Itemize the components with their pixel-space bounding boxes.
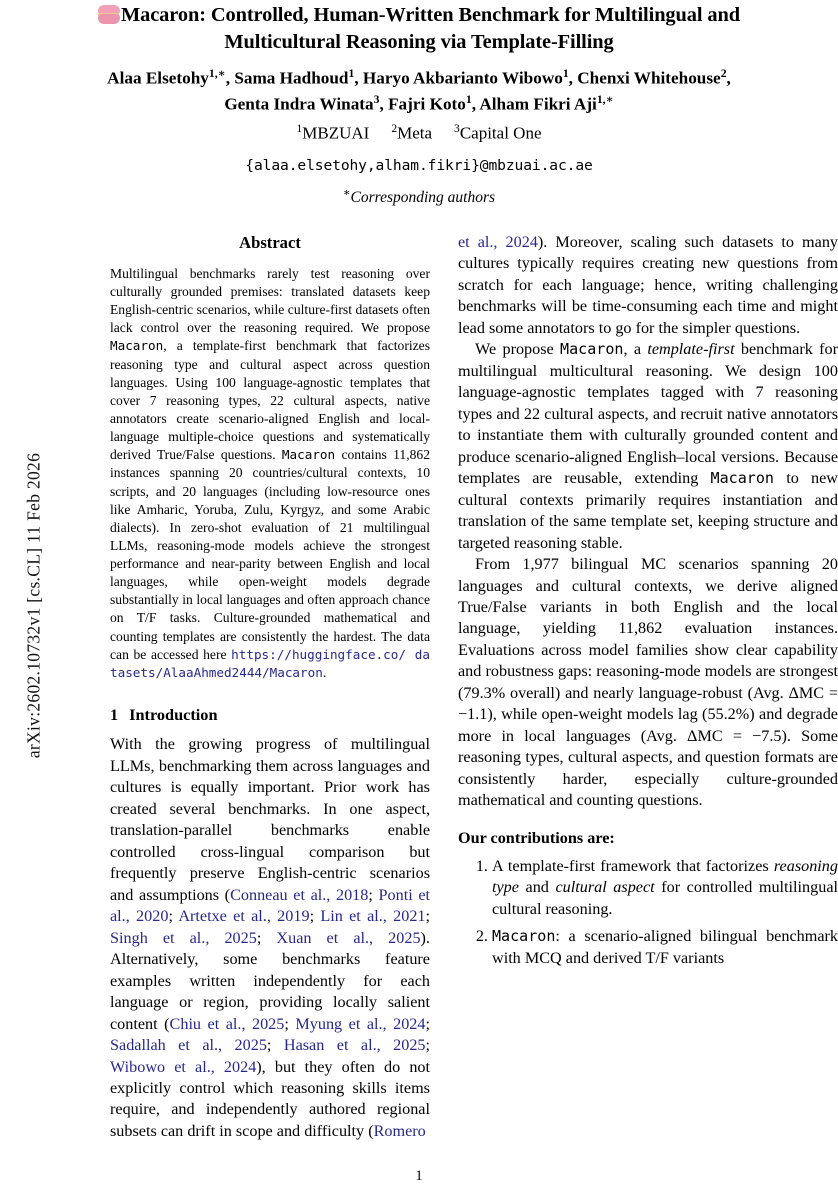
list-item: 1. A template-first framework that factorizes reasoning type and cultural aspect for controlled multilingual cultural reasoning. [492, 856, 838, 920]
intro-paragraph-3: From 1,977 bilingual MC scenarios spanning 20 languages and cultural contexts, we derive aligned True/False variants in both English and the local language, yielding 11,862 evaluation instances. Evaluations across model families show clear capability and robustness gaps: reasoning-mode models are strongest (79.3% overall) and nearly language-robust (Avg. ΔMC = −1.1), while open-weight models lag (55.2%) and degrade more in local languages (Avg. ΔMC = −7.5). Some reasoning types, cultural aspects, and question formats are consistently harder, especially culture-grounded mathematical and counting questions. [458, 555, 838, 810]
abstract-body: Multilingual benchmarks rarely test reasoning over culturally grounded premises: translated datasets keep English-centric scenarios, while culture-first datasets often lack control over the reasoning required. We propose Macaron, a template-first benchmark that factorizes reasoning type and cultural aspect across question languages. Using 100 language-agnostic templates that cover 7 reasoning types, 22 cultural aspects, native annotators create scenario-aligned English and local-language multiple-choice questions and systematically derived True/False questions. Macaron contains 11,862 instances spanning 20 countries/cultural contexts, 10 scripts, and 20 languages (including low-resource ones like Amharic, Yoruba, Zulu, Kyrgyz, and some Arabic dialects). In zero-shot evaluation of 21 multilingual LLMs, reasoning-mode models achieve the strongest performance and near-parity between English and local languages, while open-weight models degrade substantially in local languages and often approach chance on T/F tasks. Culture-grounded mathematical and counting templates are consistently the hardest. The data can be accessed here https://huggingface.co/ datasets/AlaaAhmed2444/Macaron. [110, 265, 430, 680]
title-block [62, 2, 776, 55]
contact-email: {alaa.elsetohy,alham.fikri}@mbzuai.ac.ae [245, 157, 593, 174]
corresponding-note: ∗Corresponding authors [342, 187, 496, 207]
title-line-2: Multicultural Reasoning via Template-Filling [224, 30, 614, 53]
abstract-heading: Abstract [239, 233, 301, 252]
title-line-1: Macaron: Controlled, Human-Written Benchmark for Multilingual and [120, 4, 741, 26]
author-list [62, 66, 776, 117]
contributions-heading: Our contributions are: [458, 828, 615, 847]
macaron-icon [98, 5, 120, 24]
right-column [458, 232, 838, 975]
intro-paragraph-1: With the growing progress of multilingual LLMs, benchmarking them across languages and cultures is equally important. Prior work has created several benchmarks. In one aspect, translation-parallel benchmarks enable controlled cross-lingual comparison but frequently preserve English-centric scenarios and assumptions (Conneau et al., 2018; Ponti et al., 2020; Artetxe et al., 2019; Lin et al., 2021; Singh et al., 2025; Xuan et al., 2025). Alternatively, some benchmarks feature examples written independently for each language or region, providing locally salient content (Chiu et al., 2025; Myung et al., 2024; Sadallah et al., 2025; Hasan et al., 2025; Wibowo et al., 2024), but they often do not explicitly control which reasoning skills items require, and independently authored regional subsets can drift in scope and difficulty (Romero [110, 735, 431, 1140]
section-title: Introduction [129, 705, 218, 725]
section-number: 1 [110, 705, 119, 725]
affiliations: $^1$MBZUAI $^2$Meta $^3$Capital One [296, 122, 542, 143]
author-line-1: Alaa Elsetohy$^{1,∗}$, Sama Hadhoud$^1$, Haryo Akbarianto Wibowo$^1$, Chenxi Whitehouse$^2$, [107, 67, 731, 88]
arxiv-stamp: arXiv:2602.10732v1 [cs.CL] 11 Feb 2026 [23, 452, 44, 759]
intro-paragraph-2: We propose Macaron, a template-first benchmark for multilingual multicultural reasoning. We design 100 language-agnostic templates tagged with 7 reasoning types and 22 cultural aspects, and recruit native annotators to instantiate them with culturally grounded content and produce scenario-aligned English–local versions. Because templates are reusable, extending Macaron to new cultural contexts primarily requires instantiation and translation of the same template set, keeping structure and targeted reasoning stable. [458, 340, 838, 552]
section-heading-introduction [110, 704, 430, 725]
author-line-2: Genta Indra Winata$^3$, Fajri Koto$^1$, Alham Fikri Aji$^{1,∗}$ [224, 92, 614, 114]
contributions-list [458, 856, 838, 969]
list-item: 2. Macaron: a scenario-aligned bilingual benchmark with MCQ and derived T/F variants [492, 926, 838, 969]
intro-paragraph-1-continued: et al., 2024). Moreover, scaling such datasets to many cultures typically requires creating new questions from scratch for each language; hence, writing challenging benchmarks will be time-consuming each time and might lead some annotators to go for the simpler questions. [458, 233, 838, 337]
page-number: 1 [415, 1168, 423, 1184]
page-title [62, 2, 776, 55]
left-column [110, 232, 430, 1142]
